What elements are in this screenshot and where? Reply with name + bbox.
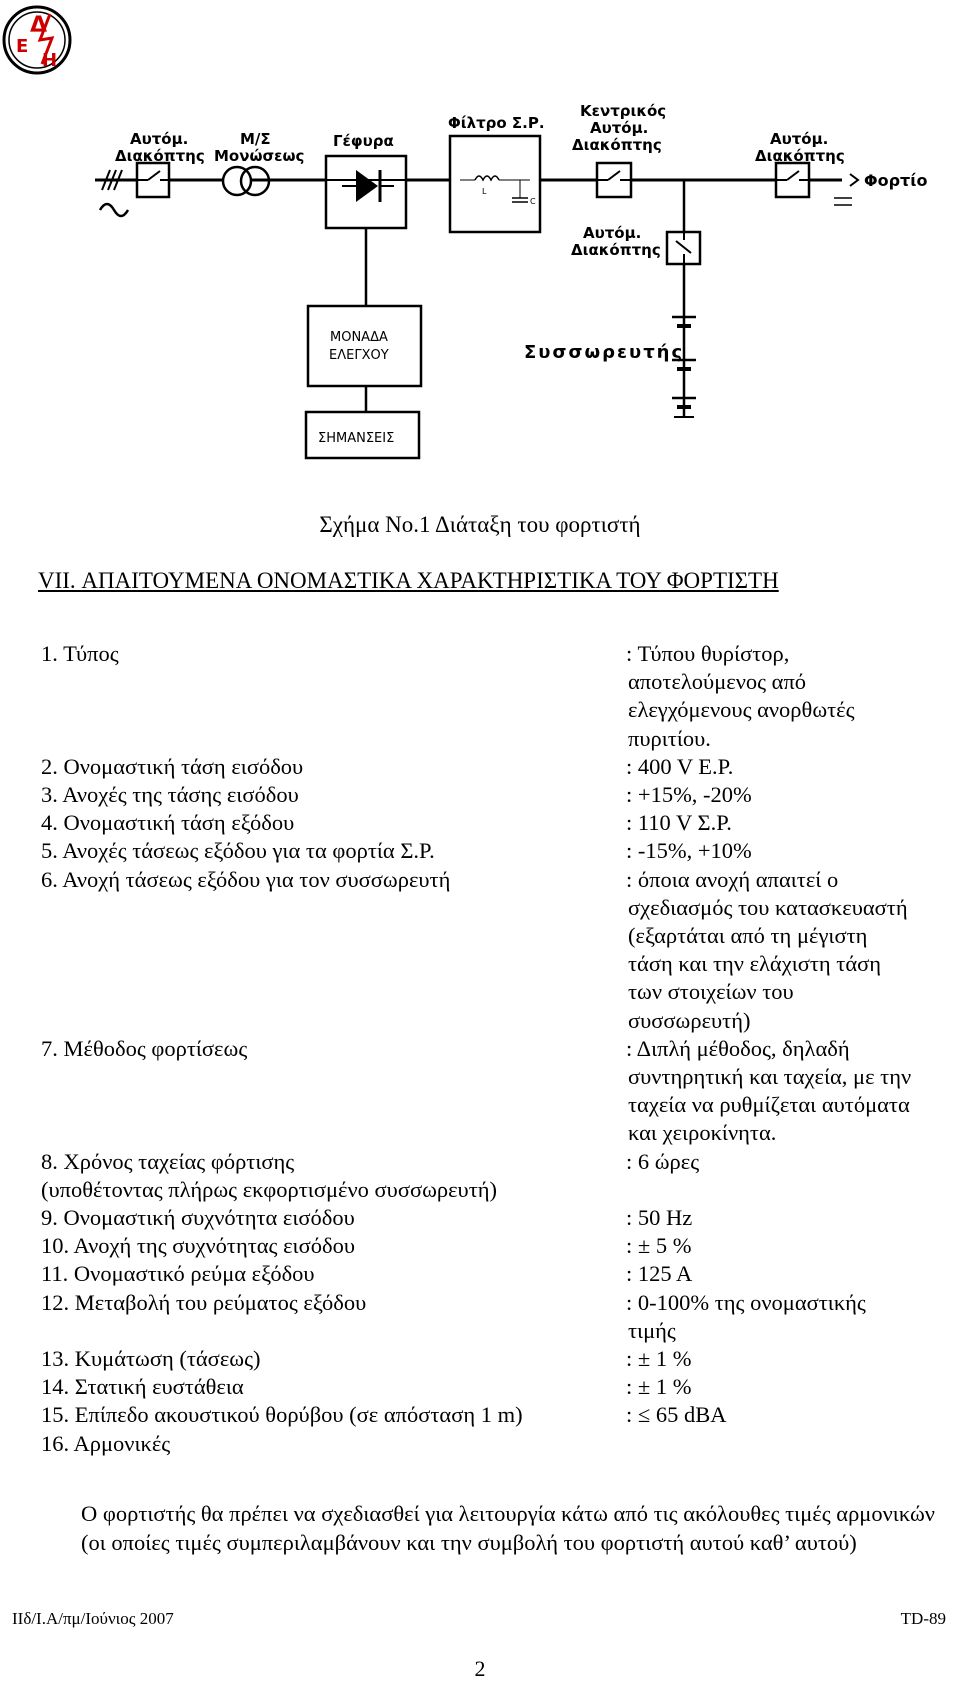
footer-right: TD-89 <box>900 1609 946 1628</box>
spec-label: 9. Ονομαστική συχνότητα εισόδου <box>41 1205 355 1230</box>
harmonics-text: Ο φορτιστής θα πρέπει να σχεδιασθεί για λειτουργία κάτω από τις ακόλουθες τιμές αρμονικών (οι οποίες τιμές συμπεριλαμβάνουν και την συμβολή του φορτιστή αυτού καθ’ αυτού) <box>81 1501 935 1555</box>
control-unit-label-1: ΜΟΝΑΔΑ <box>330 330 388 345</box>
logo-letter-e: Ε <box>16 36 29 57</box>
spec-value: : 50 Hz <box>626 1205 693 1230</box>
dei-logo <box>4 7 70 73</box>
spec-value: : ≤ 65 dBA <box>626 1402 727 1428</box>
spec-label: 2. Ονομαστική τάση εισόδου <box>41 753 304 779</box>
spec-label: 10. Ανοχή της συχνότητας εισόδου <box>41 1233 355 1259</box>
bridge-label: Γέφυρα <box>333 132 394 150</box>
charger-diagram <box>0 0 960 460</box>
section-heading: VII. ΑΠΑΙΤΟΥΜΕΝΑ ΟΝΟΜΑΣΤΙΚΑ ΧΑΡΑΚΤΗΡΙΣΤΙΚΑ ΤΟΥ ΦΟΡΤΙΣΤΗ <box>38 568 779 593</box>
spec-value: : +15%, -20% <box>626 782 752 807</box>
page-number: 2 <box>474 1656 486 1681</box>
auto-switch-1-label-2: Διακόπτης <box>115 147 205 165</box>
thyristor-bridge <box>326 132 406 228</box>
ac-input-symbol <box>100 170 128 216</box>
spec-value: : ± 1 % <box>626 1346 692 1371</box>
spec-label: 7. Μέθοδος φορτίσεως <box>41 1035 248 1061</box>
control-unit <box>308 306 421 386</box>
filter-label: Φίλτρο Σ.Ρ. <box>448 114 545 132</box>
transformer-label-1: Μ/Σ <box>240 130 271 148</box>
spec-value: : 400 V E.P. <box>626 753 734 779</box>
spec-value: αποτελούμενος από <box>628 669 807 695</box>
spec-value: ταχεία να ρυθμίζεται αυτόματα <box>628 1092 910 1118</box>
auto-switch-1 <box>115 130 205 197</box>
spec-value: ελεγχόμενους ανορθωτές <box>628 697 855 723</box>
spec-value: σχεδιασμός του κατασκευαστή <box>628 894 908 920</box>
central-switch-label-2: Αυτόμ. <box>590 119 649 137</box>
spec-label: 14. Στατική ευστάθεια <box>41 1374 244 1400</box>
load-output <box>834 171 927 205</box>
spec-value: : 125 A <box>626 1261 693 1287</box>
spec-value: : ± 1 % <box>626 1374 692 1400</box>
spec-value: και χειροκίνητα. <box>628 1120 777 1146</box>
spec-label: 16. Αρμονικές <box>41 1430 171 1456</box>
spec-value: τάση και την ελάχιστη τάση <box>628 951 882 977</box>
spec-label: 12. Μεταβολή του ρεύματος εξόδου <box>41 1289 367 1315</box>
figure-caption: Σχήμα Νο.1 Διάταξη του φορτιστή <box>319 512 641 537</box>
auto-switch-2 <box>755 130 845 197</box>
battery-label: Συσσωρευτής <box>524 342 685 363</box>
spec-label: 1. Τύπος <box>41 641 119 666</box>
logo-letter-h: Η <box>42 50 58 71</box>
spec-label: 4. Ονομαστική τάση εξόδου <box>41 810 295 836</box>
spec-label: 13. Κυμάτωση (τάσεως) <box>41 1346 261 1371</box>
spec-value: : 6 ώρες <box>626 1148 700 1174</box>
spec-label: 15. Επίπεδο ακουστικού θορύβου (σε απόσταση 1 m) <box>41 1402 523 1428</box>
battery-switch-label-2: Διακόπτης <box>571 241 661 259</box>
spec-label: 8. Χρόνος ταχείας φόρτισης <box>41 1148 295 1174</box>
auto-switch-1-label-1: Αυτόμ. <box>130 130 189 148</box>
battery-switch-label-1: Αυτόμ. <box>583 224 642 242</box>
central-switch-label-3: Διακόπτης <box>572 136 662 154</box>
spec-value: : -15%, +10% <box>626 838 752 864</box>
central-switch-label-1: Κεντρικός <box>580 102 667 120</box>
filter-c-label: C <box>530 197 536 206</box>
auto-switch-2-label-2: Διακόπτης <box>755 147 845 165</box>
control-unit-label-2: ΕΛΕΓΧΟΥ <box>329 348 389 363</box>
spec-value: : Διπλή μέθοδος, δηλαδή <box>626 1035 850 1061</box>
spec-label: 5. Ανοχές τάσεως εξόδου για τα φορτία Σ.Ρ. <box>41 838 435 864</box>
spec-value: συντηρητική και ταχεία, με την <box>628 1064 912 1089</box>
spec-value: πυριτίου. <box>628 725 711 751</box>
spec-value: τιμής <box>628 1317 676 1343</box>
filter-l-label: L <box>482 187 487 196</box>
central-auto-switch <box>572 102 666 197</box>
spec-label: 6. Ανοχή τάσεως εξόδου για τον συσσωρευτή <box>41 866 451 892</box>
auto-switch-2-label-1: Αυτόμ. <box>770 130 829 148</box>
spec-value: : ± 5 % <box>626 1233 692 1259</box>
spec-value: : 0-100% της ονομαστικής <box>626 1289 866 1315</box>
transformer-label-2: Μονώσεως <box>214 147 305 165</box>
signals-box <box>306 412 419 458</box>
spec-label: (υποθέτοντας πλήρως εκφορτισμένο συσσωρευτή) <box>41 1176 497 1202</box>
dc-filter <box>448 114 545 232</box>
signals-label: ΣΗΜΑΝΣΕΙΣ <box>318 431 395 446</box>
spec-value: : όποια ανοχή απαιτεί ο <box>626 866 839 892</box>
battery-branch <box>524 180 700 417</box>
load-label: Φορτίο <box>864 171 928 190</box>
isolation-transformer <box>214 130 304 195</box>
spec-label: 3. Ανοχές της τάσης εισόδου <box>41 782 299 807</box>
spec-value: : Τύπου θυρίστορ, <box>626 641 790 666</box>
spec-value: : 110 V Σ.P. <box>626 810 732 836</box>
footer-left: ΙΙδ/Ι.Α/πμ/Ιούνιος 2007 <box>12 1609 174 1628</box>
spec-value: (εξαρτάται από τη μέγιστη <box>628 923 868 948</box>
logo-letter-d: Δ <box>30 13 48 38</box>
spec-value: συσσωρευτή) <box>628 1007 751 1033</box>
spec-value: των στοιχείων του <box>628 979 794 1005</box>
spec-label: 11. Ονομαστικό ρεύμα εξόδου <box>41 1261 315 1287</box>
